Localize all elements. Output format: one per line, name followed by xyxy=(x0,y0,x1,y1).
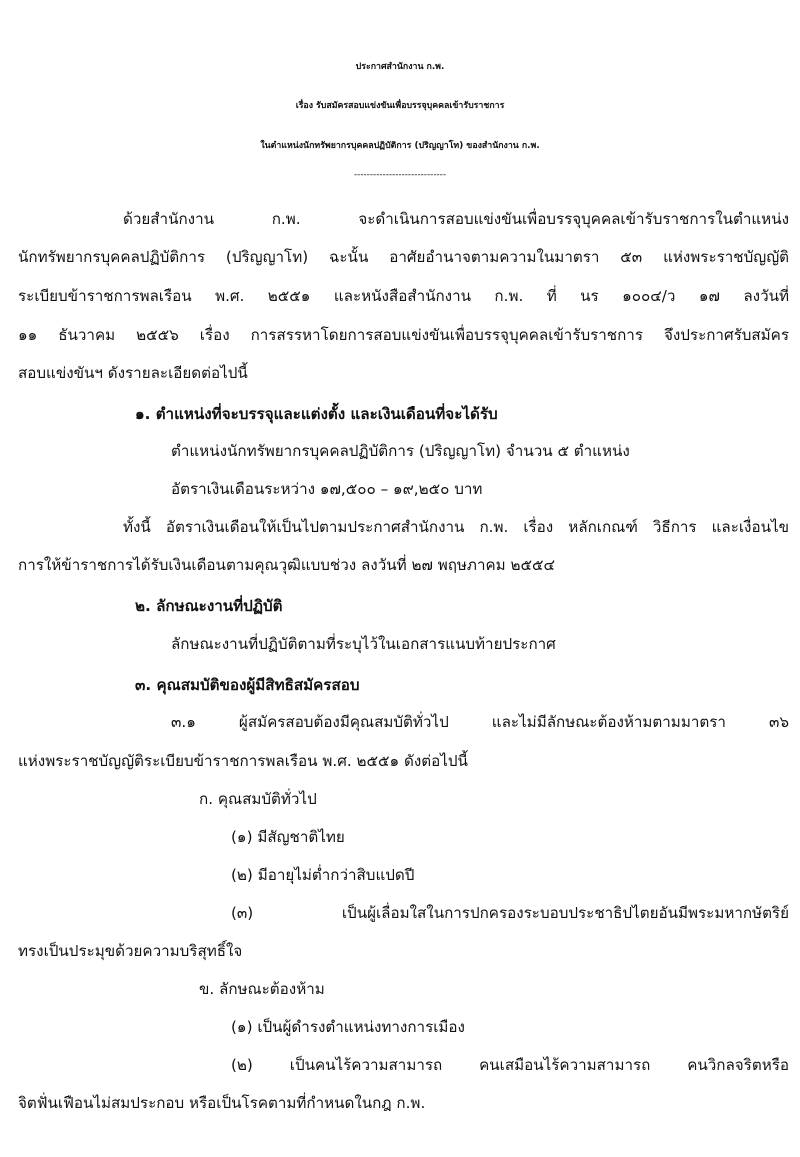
section-2-body: ลักษณะงานที่ปฏิบัติตามที่ระบุไว้ในเอกสารแนบท้ายประกาศ xyxy=(171,635,556,653)
section-1-note-line-1: ทั้งนี้ อัตราเงินเดือนให้เป็นไปตามประกาศสำนักงาน ก.พ. เรื่อง หลักเกณฑ์ วิธีการ และเงื่อนไข xyxy=(123,518,789,536)
section-3-heading: ๓. คุณสมบัติของผู้มีสิทธิสมัครสอบ xyxy=(135,676,360,694)
intro-line-4: ๑๑ ธันวาคม ๒๕๕๖ เรื่อง การสรรหาโดยการสอบแข่งขันเพื่อบรรจุบุคคลเข้ารับราชการ จึงประกาศรับสมัคร xyxy=(18,326,789,344)
title-separator: ----------------------------- xyxy=(353,170,447,180)
general-qualifications-heading: ก. คุณสมบัติทั่วไป xyxy=(199,790,317,808)
section-1-position: ตำแหน่งนักทรัพยากรบุคคลปฏิบัติการ (ปริญญาโท) จำนวน ๕ ตำแหน่ง xyxy=(171,442,630,460)
prohibited-characteristic-2-line-2: จิตฟั่นเฟือนไม่สมประกอบ หรือเป็นโรคตามที่กำหนดในกฎ ก.พ. xyxy=(18,1094,426,1112)
section-1-salary: อัตราเงินเดือนระหว่าง ๑๗,๕๐๐ – ๑๙,๒๕๐ บาท xyxy=(171,480,483,498)
intro-line-5: สอบแข่งขันฯ ดังรายละเอียดต่อไปนี้ xyxy=(18,364,248,382)
general-qualification-2: (๒) มีอายุไม่ต่ำกว่าสิบแปดปี xyxy=(231,866,415,884)
prohibited-characteristics-heading: ข. ลักษณะต้องห้าม xyxy=(199,980,325,998)
announcement-subject: เรื่อง รับสมัครสอบแข่งขันเพื่อบรรจุบุคคลเข้ารับราชการ xyxy=(295,101,505,111)
intro-line-1: ด้วยสำนักงาน ก.พ. จะดำเนินการสอบแข่งขันเพื่อบรรจุบุคคลเข้ารับราชการในตำแหน่ง xyxy=(123,210,789,228)
prohibited-characteristic-1: (๑) เป็นผู้ดำรงตำแหน่งทางการเมือง xyxy=(231,1018,465,1036)
announcement-position: ในตำแหน่งนักทรัพยากรบุคคลปฏิบัติการ (ปริญญาโท) ของสำนักงาน ก.พ. xyxy=(260,141,540,151)
general-qualification-3-line-1: (๓) เป็นผู้เลื่อมใสในการปกครองระบอบประชาธิปไตยอันมีพระมหากษัตริย์ xyxy=(231,904,789,922)
section-2-heading: ๒. ลักษณะงานที่ปฏิบัติ xyxy=(135,597,283,615)
general-qualification-3-line-2: ทรงเป็นประมุขด้วยความบริสุทธิ์ใจ xyxy=(18,942,243,960)
section-1-note-line-2: การให้ข้าราชการได้รับเงินเดือนตามคุณวุฒิแบบช่วง ลงวันที่ ๒๗ พฤษภาคม ๒๕๕๔ xyxy=(18,556,555,574)
section-3-sub-line-2: แห่งพระราชบัญญัติระเบียบข้าราชการพลเรือน พ.ศ. ๒๕๕๑ ดังต่อไปนี้ xyxy=(18,752,468,770)
section-3-sub-line-1: ๓.๑ ผู้สมัครสอบต้องมีคุณสมบัติทั่วไป และไม่มีลักษณะต้องห้ามตามมาตรา ๓๖ xyxy=(171,713,789,731)
prohibited-characteristic-2-line-1: (๒) เป็นคนไร้ความสามารถ คนเสมือนไร้ความสามารถ คนวิกลจริตหรือ xyxy=(231,1056,789,1074)
announcement-title: ประกาศสำนักงาน ก.พ. xyxy=(355,62,445,72)
section-1-heading: ๑. ตำแหน่งที่จะบรรจุและแต่งตั้ง และเงินเดือนที่จะได้รับ xyxy=(135,405,498,423)
intro-line-2: นักทรัพยากรบุคคลปฏิบัติการ (ปริญญาโท) ฉะนั้น อาศัยอำนาจตามความในมาตรา ๕๓ แห่งพระราชบัญญัติ xyxy=(18,248,789,266)
general-qualification-1: (๑) มีสัญชาติไทย xyxy=(231,828,345,846)
intro-line-3: ระเบียบข้าราชการพลเรือน พ.ศ. ๒๕๕๑ และหนังสือสำนักงาน ก.พ. ที่ นร ๑๐๐๔/ว ๑๗ ลงวันที่ xyxy=(18,287,789,305)
